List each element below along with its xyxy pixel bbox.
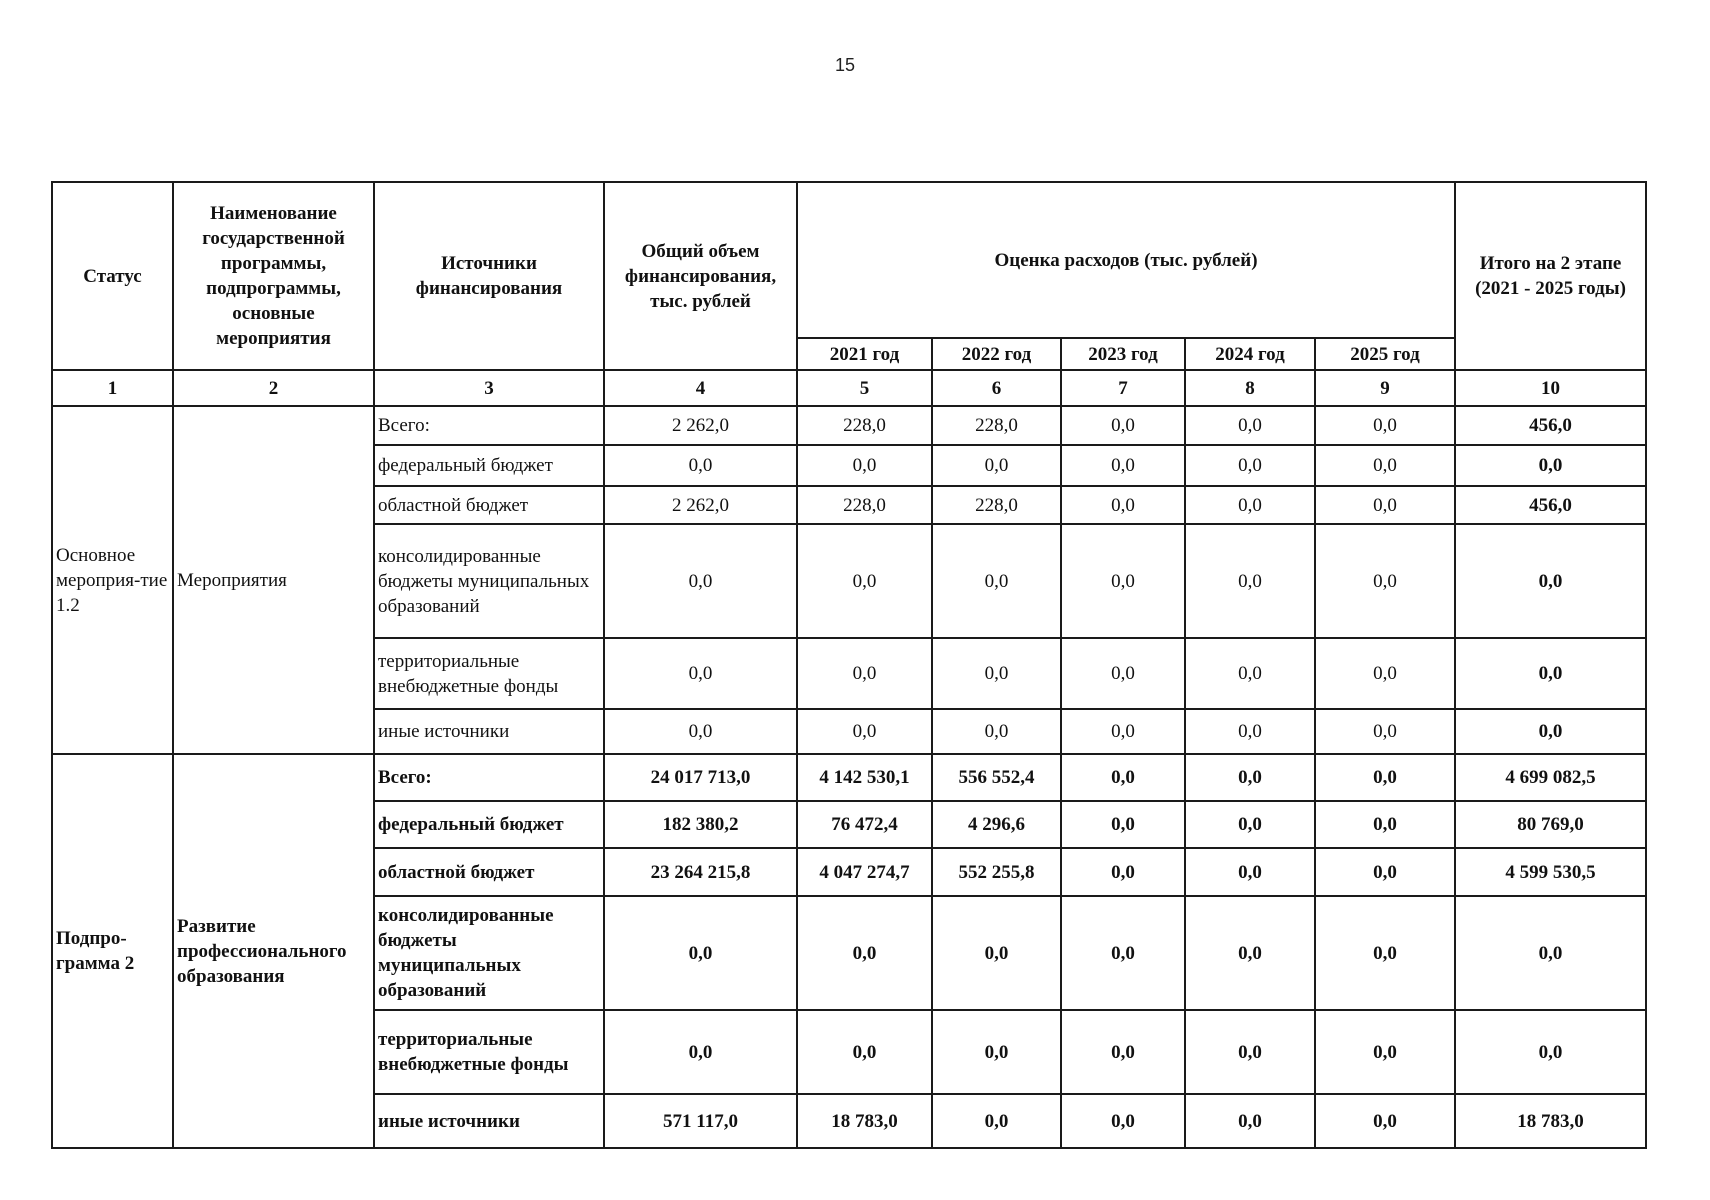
cell-y2022: 0,0	[932, 1094, 1061, 1148]
cell-total: 2 262,0	[604, 406, 797, 445]
cell-total: 2 262,0	[604, 486, 797, 524]
cell-y2025: 0,0	[1315, 524, 1455, 638]
cell-y2021: 4 142 530,1	[797, 754, 932, 801]
cell-total: 0,0	[604, 445, 797, 486]
row-funding-source: консолидированные бюджеты муниципальных образований	[374, 524, 604, 638]
cell-y2023: 0,0	[1061, 406, 1185, 445]
cell-stage-total: 4 699 082,5	[1455, 754, 1646, 801]
header-year-2021: 2021 год	[797, 338, 932, 370]
cell-y2025: 0,0	[1315, 406, 1455, 445]
row-funding-source: территориальные внебюджетные фонды	[374, 638, 604, 709]
cell-y2023: 0,0	[1061, 896, 1185, 1010]
cell-y2025: 0,0	[1315, 638, 1455, 709]
cell-y2022: 0,0	[932, 445, 1061, 486]
cell-y2023: 0,0	[1061, 848, 1185, 896]
cell-stage-total: 456,0	[1455, 406, 1646, 445]
cell-y2024: 0,0	[1185, 754, 1315, 801]
cell-y2023: 0,0	[1061, 445, 1185, 486]
cell-y2022: 0,0	[932, 896, 1061, 1010]
cell-y2025: 0,0	[1315, 486, 1455, 524]
cell-stage-total: 4 599 530,5	[1455, 848, 1646, 896]
cell-stage-total: 0,0	[1455, 524, 1646, 638]
column-number: 1	[52, 370, 173, 406]
column-number: 8	[1185, 370, 1315, 406]
header-year-2022: 2022 год	[932, 338, 1061, 370]
column-number: 2	[173, 370, 374, 406]
cell-total: 0,0	[604, 896, 797, 1010]
cell-y2025: 0,0	[1315, 709, 1455, 754]
cell-y2021: 0,0	[797, 524, 932, 638]
cell-y2025: 0,0	[1315, 445, 1455, 486]
cell-total: 0,0	[604, 1010, 797, 1094]
row-funding-source: федеральный бюджет	[374, 801, 604, 848]
column-number: 10	[1455, 370, 1646, 406]
column-number: 9	[1315, 370, 1455, 406]
row-funding-source: областной бюджет	[374, 486, 604, 524]
cell-y2021: 0,0	[797, 1010, 932, 1094]
cell-y2024: 0,0	[1185, 1010, 1315, 1094]
cell-y2021: 0,0	[797, 638, 932, 709]
cell-stage-total: 18 783,0	[1455, 1094, 1646, 1148]
cell-y2022: 552 255,8	[932, 848, 1061, 896]
cell-y2022: 0,0	[932, 709, 1061, 754]
cell-y2025: 0,0	[1315, 1094, 1455, 1148]
cell-total: 0,0	[604, 524, 797, 638]
cell-y2024: 0,0	[1185, 848, 1315, 896]
header-estimate: Оценка расходов (тыс. рублей)	[797, 182, 1455, 338]
cell-y2024: 0,0	[1185, 801, 1315, 848]
table-row	[52, 406, 1646, 445]
header-year-2024: 2024 год	[1185, 338, 1315, 370]
row-status: Основное мероприя-тие 1.2	[52, 406, 173, 754]
cell-y2022: 228,0	[932, 406, 1061, 445]
cell-y2023: 0,0	[1061, 1094, 1185, 1148]
table-header	[52, 182, 1646, 406]
row-funding-source: территориальные внебюджетные фонды	[374, 1010, 604, 1094]
cell-y2021: 0,0	[797, 709, 932, 754]
column-number: 4	[604, 370, 797, 406]
cell-total: 182 380,2	[604, 801, 797, 848]
cell-y2023: 0,0	[1061, 709, 1185, 754]
cell-y2023: 0,0	[1061, 486, 1185, 524]
header-stage-total: Итого на 2 этапе (2021 - 2025 годы)	[1455, 182, 1646, 370]
row-funding-source: иные источники	[374, 1094, 604, 1148]
row-funding-source: областной бюджет	[374, 848, 604, 896]
column-number: 6	[932, 370, 1061, 406]
cell-y2023: 0,0	[1061, 801, 1185, 848]
cell-stage-total: 0,0	[1455, 1010, 1646, 1094]
cell-y2025: 0,0	[1315, 848, 1455, 896]
cell-y2024: 0,0	[1185, 406, 1315, 445]
cell-y2022: 556 552,4	[932, 754, 1061, 801]
cell-y2023: 0,0	[1061, 1010, 1185, 1094]
cell-stage-total: 0,0	[1455, 709, 1646, 754]
cell-y2025: 0,0	[1315, 1010, 1455, 1094]
cell-y2024: 0,0	[1185, 524, 1315, 638]
cell-total: 24 017 713,0	[604, 754, 797, 801]
cell-y2022: 0,0	[932, 638, 1061, 709]
row-program-name: Развитие профессионального образования	[173, 754, 374, 1148]
header-sources: Источники финансирования	[374, 182, 604, 370]
row-status: Подпро-грамма 2	[52, 754, 173, 1148]
cell-y2024: 0,0	[1185, 638, 1315, 709]
cell-y2025: 0,0	[1315, 896, 1455, 1010]
funding-table	[51, 181, 1647, 1149]
cell-y2023: 0,0	[1061, 638, 1185, 709]
row-funding-source: консолидированные бюджеты муниципальных образований	[374, 896, 604, 1010]
row-funding-source: федеральный бюджет	[374, 445, 604, 486]
header-total-volume: Общий объем финансирования, тыс. рублей	[604, 182, 797, 370]
row-funding-source: Всего:	[374, 406, 604, 445]
cell-y2021: 228,0	[797, 406, 932, 445]
cell-y2024: 0,0	[1185, 896, 1315, 1010]
column-number: 3	[374, 370, 604, 406]
cell-y2023: 0,0	[1061, 754, 1185, 801]
row-funding-source: Всего:	[374, 754, 604, 801]
column-number-row	[52, 370, 1646, 406]
cell-y2024: 0,0	[1185, 445, 1315, 486]
column-number: 7	[1061, 370, 1185, 406]
cell-y2021: 0,0	[797, 445, 932, 486]
cell-y2025: 0,0	[1315, 754, 1455, 801]
header-year-2023: 2023 год	[1061, 338, 1185, 370]
cell-total: 0,0	[604, 709, 797, 754]
cell-y2024: 0,0	[1185, 709, 1315, 754]
cell-y2022: 0,0	[932, 1010, 1061, 1094]
cell-y2024: 0,0	[1185, 486, 1315, 524]
row-program-name: Мероприятия	[173, 406, 374, 754]
cell-stage-total: 0,0	[1455, 638, 1646, 709]
cell-y2025: 0,0	[1315, 801, 1455, 848]
cell-y2021: 0,0	[797, 896, 932, 1010]
cell-total: 23 264 215,8	[604, 848, 797, 896]
cell-y2024: 0,0	[1185, 1094, 1315, 1148]
header-year-2025: 2025 год	[1315, 338, 1455, 370]
cell-stage-total: 0,0	[1455, 445, 1646, 486]
cell-y2021: 76 472,4	[797, 801, 932, 848]
cell-y2022: 0,0	[932, 524, 1061, 638]
column-number: 5	[797, 370, 932, 406]
cell-y2022: 4 296,6	[932, 801, 1061, 848]
cell-y2021: 4 047 274,7	[797, 848, 932, 896]
cell-y2021: 18 783,0	[797, 1094, 932, 1148]
cell-y2022: 228,0	[932, 486, 1061, 524]
cell-stage-total: 0,0	[1455, 896, 1646, 1010]
cell-total: 571 117,0	[604, 1094, 797, 1148]
table-body	[52, 406, 1646, 1148]
cell-total: 0,0	[604, 638, 797, 709]
header-status: Статус	[52, 182, 173, 370]
row-funding-source: иные источники	[374, 709, 604, 754]
cell-stage-total: 456,0	[1455, 486, 1646, 524]
page-number: 15	[834, 55, 856, 75]
cell-y2021: 228,0	[797, 486, 932, 524]
table-row	[52, 754, 1646, 801]
cell-y2023: 0,0	[1061, 524, 1185, 638]
cell-stage-total: 80 769,0	[1455, 801, 1646, 848]
header-name: Наименование государственной программы, подпрограммы, основные мероприятия	[173, 182, 374, 370]
